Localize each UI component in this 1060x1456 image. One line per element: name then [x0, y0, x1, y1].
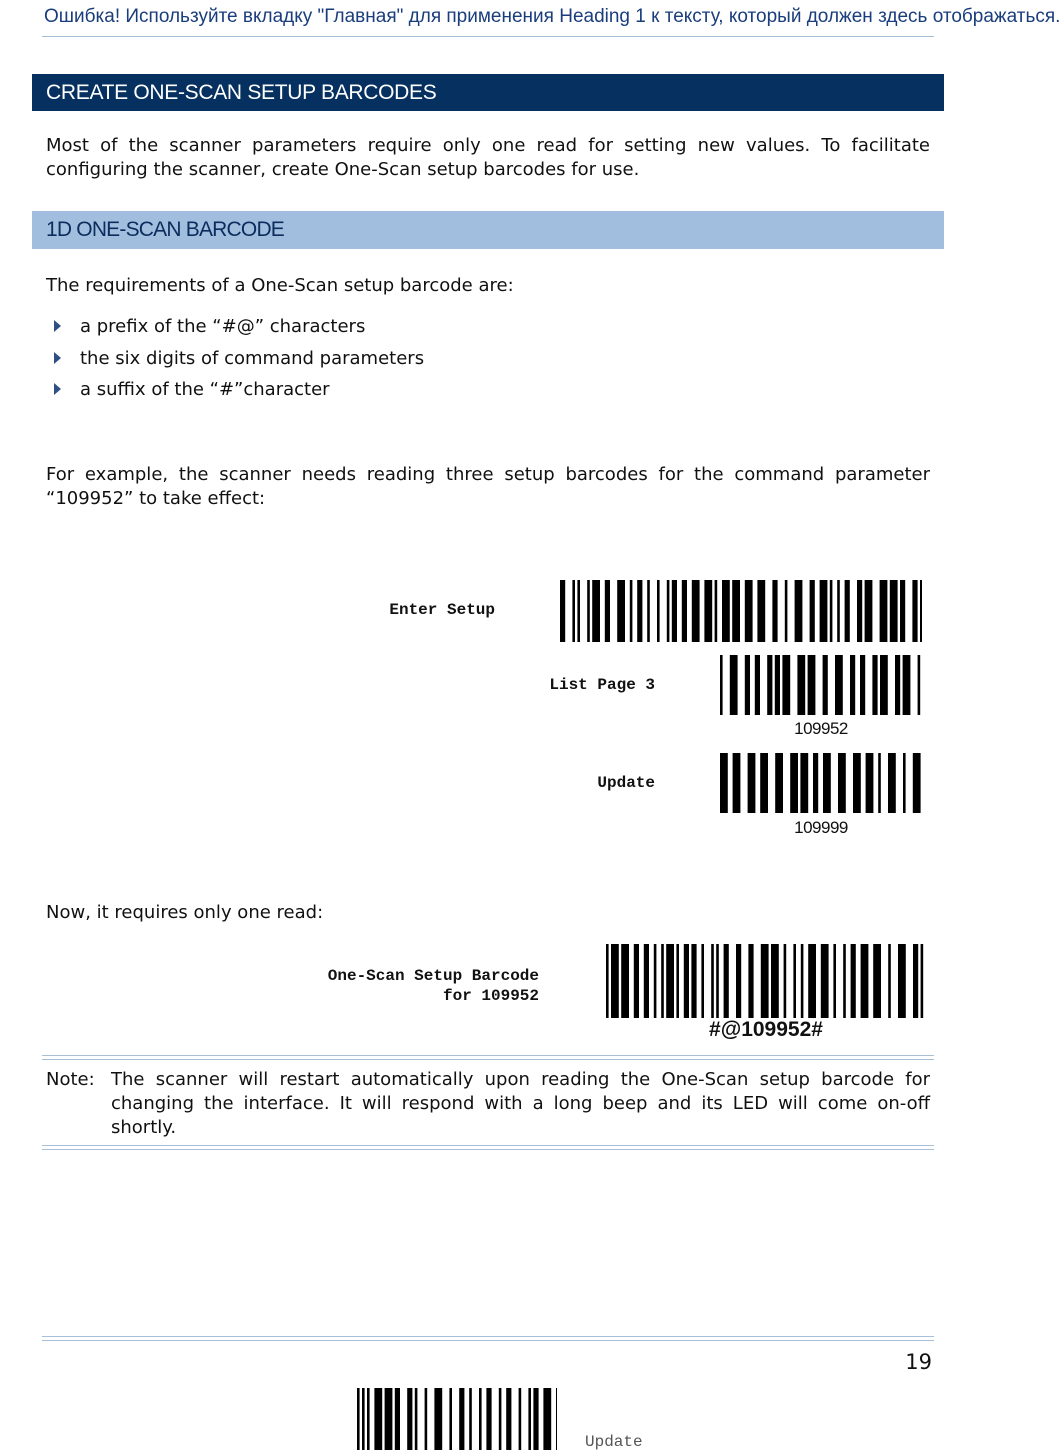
subsection-heading: 1D ONE-SCAN BARCODE: [32, 211, 944, 249]
example-text: For example, the scanner needs reading three setup barcodes for the command parameter “109952” to take effect:: [46, 464, 930, 509]
requirement-text: a suffix of the “#”character: [80, 379, 330, 400]
list-item: [54, 345, 424, 377]
update-label: Update: [597, 774, 655, 792]
list-item: [54, 313, 424, 345]
list-page-barcode[interactable]: [720, 655, 922, 715]
one-scan-caption: #@109952#: [709, 1018, 823, 1041]
note-text: The scanner will restart automatically upon reading the One-Scan setup barcode for changing the interface. It will respond with a long beep and its LED will come on-off shortly.: [111, 1069, 930, 1138]
note-label: Note:: [46, 1069, 95, 1090]
enter-setup-barcode[interactable]: [560, 580, 922, 642]
triangle-bullet-icon: [54, 383, 61, 395]
update-caption: 109999: [794, 818, 848, 837]
one-scan-intro: Now, it requires only one read:: [46, 902, 324, 923]
list-item: [54, 376, 424, 408]
note-block: [46, 1068, 930, 1140]
triangle-bullet-icon: [54, 352, 61, 364]
requirement-text: a prefix of the “#@” characters: [80, 316, 366, 337]
footer-barcode-label: Update: [585, 1433, 643, 1451]
running-header: Ошибка! Используйте вкладку "Главная" для применения Heading 1 к тексту, который должен здесь отображаться.: [44, 6, 1060, 27]
update-barcode[interactable]: [720, 753, 922, 813]
enter-setup-label: Enter Setup: [389, 601, 495, 619]
footer-divider: [42, 1336, 934, 1341]
requirements-list: [54, 313, 424, 408]
section-heading: CREATE ONE-SCAN SETUP BARCODES: [32, 74, 944, 111]
triangle-bullet-icon: [54, 320, 61, 332]
page-number: 19: [905, 1350, 932, 1374]
one-scan-label-line1: One-Scan Setup Barcode: [327, 967, 539, 985]
list-page-label: List Page 3: [549, 676, 655, 694]
one-scan-label-line2: for 109952: [442, 987, 539, 1005]
header-divider: [42, 36, 934, 37]
requirement-text: the six digits of command parameters: [80, 347, 425, 369]
list-page-caption: 109952: [794, 719, 848, 738]
requirements-intro: The requirements of a One-Scan setup barcode are:: [46, 275, 514, 296]
footer-update-barcode[interactable]: [357, 1388, 557, 1450]
section-intro: Most of the scanner parameters require only one read for setting new values. To facilitate configuring the scanner, create One-Scan setup barcodes for use.: [46, 135, 930, 180]
note-top-divider: [42, 1055, 934, 1060]
note-bottom-divider: [42, 1145, 934, 1150]
one-scan-barcode[interactable]: [606, 944, 926, 1018]
